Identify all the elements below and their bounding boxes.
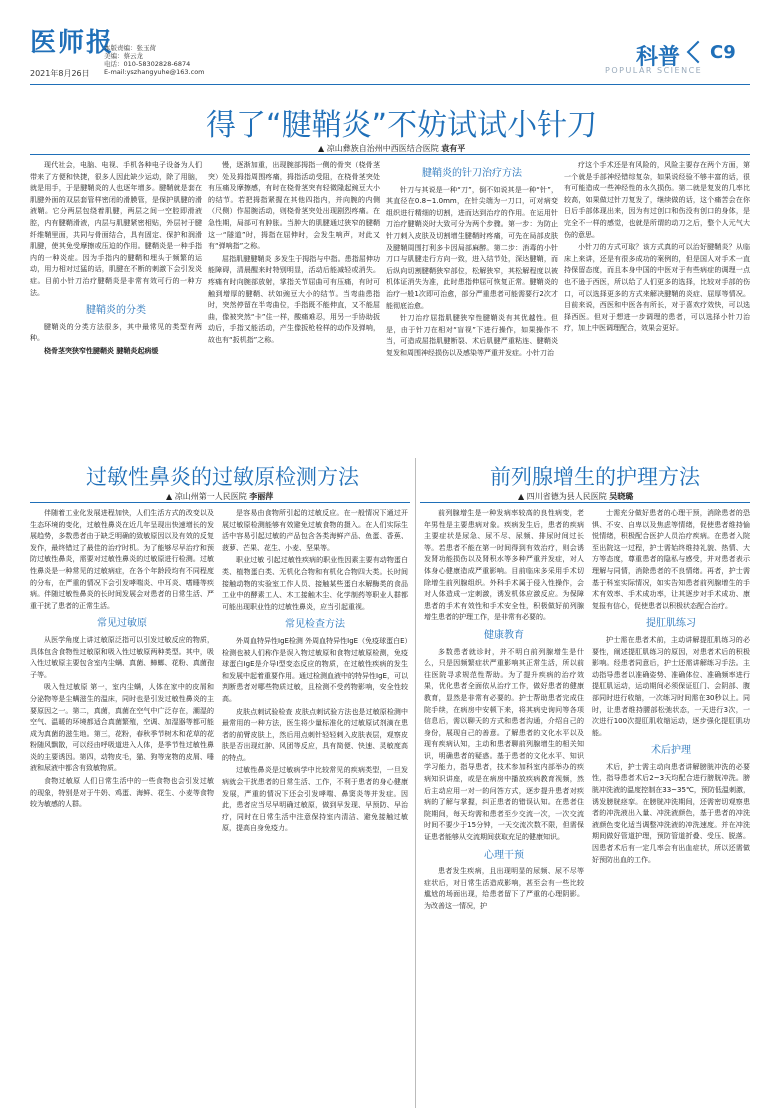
- editor-info: [104, 44, 205, 76]
- paragraph: 皮肤点刺试验检查 皮肤点刺试验方法也是过敏原检测中最常用的一种方法，医生将少量标准化的过敏原试剂滴在患者的前臂皮肤上，然后用点刺针轻轻刺入皮肤表层，观察皮肤是否出现红肿、风团等反应，具有简便、快速、灵敏度高的特点。: [222, 707, 408, 762]
- subheading: 腱鞘炎的分类: [86, 305, 146, 317]
- paragraph: 术后，护士需主动向患者讲解膀胱冲洗的必要性，指导患者术后2~3天均配合进行膀胱冲洗。膀胱冲洗液的温度控制在33~35℃，预防低温刺激，诱发膀胱痉挛。在膀胱冲洗期间，还需密切观察患者的冲洗液出入量、冲洗液颜色，基于患者的冲洗液颜色变化适当调整冲洗液的冲洗速度。并在冲洗期间做好管道护理，预防管道折叠、受压、脱落。因患者术后有一定几率会有出血症状，所以还需做好预防出血的工作。: [592, 762, 750, 864]
- designer-line: 美编：蔡云龙: [104, 52, 143, 60]
- masthead: [0, 0, 780, 86]
- paragraph: 慢，逐渐加重，出现腕部拇指一侧的骨突（桡骨茎突）处及拇指周围疼痛，拇指活动受阻，在桡骨茎突处有压痛及摩擦感，有时在桡骨茎突有轻微隆起豌豆大小的结节。若把拇指紧握在其他四指内，并向腕的内侧（尺侧）作屈腕活动，则桡骨茎突处出现剧烈疼痛。在急性期，局部可有肿胀。当肿大的肌腱通过狭窄的腱鞘这一“隧道”时，拇指在屈伸时，会发生响声，对此又有“弹响指”之称。: [208, 161, 380, 251]
- paragraph: 伴随着工业化发展进程加快，人们生活方式的改变以及生态环境的变化，过敏性鼻炎在近几年呈现出快速增长的发展趋势，多数患者由于缺乏明确的致敏原因以及有效的反复发作，最终错过了最佳的治疗时机。为了能够尽早治疗和预防过敏性鼻炎，需要对过敏性鼻炎的过敏原进行检测。过敏性鼻炎是一种常见的过敏病症，在各个年龄段均有不同程度的分布，在严重的情况下会引发哮喘炎、中耳炎、嗜睡等疾病。伴随过敏性鼻炎的长时间发展会对患者的日常生活、严重干扰了患者的正常生活。: [30, 509, 214, 610]
- article-2-rule: [30, 502, 410, 503]
- paragraph: 多数患者就诊时，并不明白前列腺增生是什么，只是因频繁症状严重影响其正常生活，所以前往医院寻求规范性帮助。为了提升疾病的治疗效果，优化患者全面依从治疗工作，做好患者的健康教育，显然是非常有必要的。护士帮助患者完成住院手续，在病房中安顿下来，将其病史询问等各项信息后，需以聊天的方式和患者沟通，介绍自己的身份，展现自己的善意。了解患者的文化水平以及现有疾病认知，主动和患者聊前列腺增生的相关知识，明确患者的疑惑。基于患者的文化水平、知识学习能力，指导患者，技术参加科室内部举办的疾病知识讲座，或是在病房中播放疾病教育视频，然后主动应用一对一的问答方式，逐步提升患者对疾病的了解与掌握，纠正患者的错误认知。在患者住院期间，每天均需和患者至少交流一次，一次交流时间不要少于15分钟，一天交流次数不限，但需保证患者能够从交流期间获取充足的健康知识。: [424, 647, 584, 842]
- subheading: 腱鞘炎的针刀治疗方法: [422, 168, 522, 179]
- header-divider: [30, 84, 750, 85]
- paragraph: 现代社会，电脑、电视、手机各种电子设备为人们带来了方便和快捷，很多人因此缺少运动，除了用脑，就是用手，于是腱鞘炎的人也逐年增多。腱鞘就是套在肌腱外面的双层套管样密闭的滑膜管，是保护肌腱的滑液鞘。它分两层包绕着肌腱，两层之间一空腔即滑液腔，内有腱鞘滑液，内层与肌腱紧密相贴，外层衬于腱纤维鞘里面，共同与骨面结合，具有固定、保护和润滑肌腱，使其免受摩擦或压迫的作用。腱鞘炎是一种手指内的一种炎症。因为手指内的腱鞘和埋头于频繁的运动，用力相对过猛的话，肌腱在不断的刺激下会引发炎症。目前小针刀治疗腱鞘炎是非常有效可行的一种方法。: [30, 161, 202, 297]
- paragraph: 士需充分做好患者的心理干预，消除患者的恐惧、不安、自卑以及焦虑等情绪，促使患者维持愉悦情绪，积极配合医护人员治疗疾病。在患者入院至出院这一过程，护士需始终维持礼貌、热情、大方等态度，尊重患者的隐私与感受，并对患者表示理解与同情，消除患者的不良情绪。再者，护士需基于科室实际情况，如实告知患者前列腺增生的手术有效率、手术成功率，让其逐步对手术成功、康复报有信心，促使患者以积极状态配合治疗。: [592, 509, 750, 610]
- article-3-col-2: [592, 508, 750, 1108]
- article-1-col-1: [30, 160, 202, 440]
- paragraph: 食物过敏原 人们日常生活中的一些食物也会引发过敏的现象，特别是对于牛奶、鸡蛋、海鲜、花生、小麦等食物较为敏感的人群。: [30, 777, 214, 809]
- subheading: 心理干预: [484, 849, 524, 861]
- article-3-author: 吴晓璐: [609, 492, 634, 501]
- paragraph: 屈指肌腱腱鞘炎 多发生于拇指与中指。患指屈伸功能障碍，清晨醒来时特别明显，活动后能减轻或消失。疼痛有时向腕部放射，掌指关节屈曲可有压痛，有时可触到增厚的腱鞘、状如豌豆大小的结节。当弯曲患指时，突然停留在半弯曲位，手指既不能伸直，又不能屈曲，像被突然“卡”住一样，酸痛难忍，用另一手协助扳动后，手指又能活动，产生像扳枪栓样的动作及弹响，故也有“扳机指”之称。: [208, 254, 380, 344]
- paragraph: 针刀治疗屈指肌腱狭窄性腱鞘炎有其优越性。但是，由于针刀在相对“盲视”下进行操作，如果操作不当，可造成屈指肌腱断裂、术后肌腱严重粘连、腱鞘炎复发和周围神经损伤以及感染等严重并发症。小针刀治: [386, 314, 558, 357]
- subheading: 健康教育: [484, 629, 524, 641]
- article-1-col-3: [386, 160, 558, 440]
- article-1-col-2: [208, 160, 380, 440]
- paragraph: 从医学角度上讲过敏原泛指可以引发过敏反应的物质，具体包含食物性过敏原和吸入性过敏原两种类型。其中，吸入性过敏原主要包含室内尘螨、真菌、蟑螂、花粉、真菌孢子等。: [30, 635, 214, 679]
- article-1-byline: [318, 143, 465, 154]
- section-title: 科普: [636, 45, 681, 70]
- article-3-byline: [518, 491, 633, 502]
- paragraph: 针刀与其说是一种“刀”，倒不如说其是一种“针”，其直径在0.8~1.0mm，在针尖端为一刀口，可对病变组织进行精细的切割，进而达到治疗的作用。在运用针刀治疗腱鞘炎时大致可分为两个步骤。第一步：为防止针刀刺入皮肤及切割增生腱鞘时疼痛，可先在局部皮肤及腱鞘周围打利多卡因局部麻醉。第二步：消毒的小针刀口与肌腱走行方向一致，进入结节处，深达腱鞘，而后纵向切割腱鞘狭窄部位，松解狭窄，其松解程度以被机体证消失为准，此时患指伸屈可恢复正常。腱鞘炎的治疗一般1次即可治愈，部分严重患者可能需要行2次才能彻底治愈。: [386, 185, 558, 310]
- paragraph: 吸入性过敏原 第一，室内尘螨，人体在家中的皮屑和分泌物等是尘螨滋生的温床，同时也是引发过敏性鼻炎的主要原因之一。第二，真菌，真菌在空气中广泛存在，潮湿的空气、温暖的环境都适合真菌繁殖，空调、加湿器等都可能成为真菌的滋生地。第三，花粉，春秋季节树木和花草的花粉随风飘散，可以经由呼吸道进入人体，是季节性过敏性鼻炎的主要诱因。第四，动物皮毛，猫、狗等宠物的皮屑、唾液和尿液中都含有致敏物质。: [30, 683, 214, 773]
- paragraph: 外周血特异性IgE检测 外周血特异性IgE（免疫球蛋白E）检测也被人们称作是误入物过敏原和食物过敏原检测，免疫球蛋白IgE是介导Ⅰ型变态反应的物质，在过敏性疾病的发生和发展中起着重要作用。通过检测血液中的特异性IgE，可以判断患者对哪些物质过敏，且检测不受药物影响，安全性较高。: [222, 636, 408, 703]
- article-3-rule: [420, 502, 750, 503]
- page-number: C9: [710, 42, 736, 63]
- article-3-title: 前列腺增生的护理方法: [490, 465, 700, 489]
- paragraph: 过敏性鼻炎是过敏病学中比较常见的疾病类型，一旦发病就会干扰患者的日常生活、工作，不利于患者的身心健康发展，严重的情况下还会引发哮喘、鼻窦炎等并发症。因此，患者应当尽早明确过敏原，做到早发现、早预防、早治疗，同时在日常生活中注意保持室内清洁、避免接触过敏原，提高自身免疫力。: [222, 766, 408, 833]
- article-2-byline: [166, 491, 273, 502]
- paragraph: 患者发生疾病，且出现明显的尿频、尿不尽等症状后，对日常生活造成影响，甚至会有一些比较尴尬的场面出现，给患者留下了严重的心理阴影。为改善这一情况，护: [424, 867, 584, 910]
- section-subtitle: POPULAR SCIENCE: [605, 66, 703, 75]
- paragraph: 桡骨茎突狭窄性腱鞘炎 腱鞘炎起病缓: [44, 346, 159, 355]
- article-3-col-1: [424, 508, 584, 1108]
- article-1-rule: [30, 154, 750, 155]
- phone-line: 电话：010-58302828-6874: [104, 60, 191, 68]
- article-1-title: 得了“腱鞘炎”不妨试试小针刀: [206, 108, 598, 143]
- article-2-col-2: [222, 508, 408, 1108]
- column-divider: [415, 458, 416, 1108]
- chevron-left-icon: [687, 41, 710, 64]
- article-1-col-4: [564, 160, 750, 440]
- article-2-author: 李丽萍: [249, 492, 274, 501]
- article-1-affiliation: ▲ 凉山彝族自治州中西医结合医院: [318, 144, 442, 153]
- paragraph: 腱鞘炎的分类方法很多，其中最常见的类型有两种。: [30, 322, 202, 343]
- paragraph: 职业过敏 引起过敏性疾病的职业性因素主要有动物蛋白类、植物蛋白类、无机化合物和有机化合物四大类。长时间接触动物的实验室工作人员、接触某些蛋白水解酶类的食品工业中的酵素工人、木工接触木尘、化学制药等职业人群都可能出现职业性的过敏性鼻炎，应当引起重视。: [222, 556, 408, 611]
- issue-date: 2021年8月26日: [30, 69, 90, 78]
- subheading: 常见过敏原: [97, 618, 147, 630]
- article-3-affiliation: ▲ 四川省德为县人民医院: [518, 492, 610, 501]
- subheading: 提肛肌练习: [646, 618, 696, 630]
- paragraph: 是容易由食物所引起的过敏反应。在一般情况下通过开展过敏原检测能够有效避免过敏食物的摄入。在人们实际生活中容易引起过敏的产品包含各类海鲜产品、鱼蛋、香蕉、菠萝、芒果、花生、小麦、坚果等。: [222, 509, 408, 552]
- article-1-author: 袁有平: [441, 144, 466, 153]
- article-2-affiliation: ▲ 凉山州第一人民医院: [166, 492, 250, 501]
- article-2-title: 过敏性鼻炎的过敏原检测方法: [86, 465, 359, 489]
- subheading: 常见检查方法: [285, 619, 345, 631]
- newspaper-logo: 医师报: [30, 28, 115, 58]
- article-2-col-1: [30, 508, 214, 1108]
- email-line: E-mail:yszhangyuhe@163.com: [104, 68, 205, 76]
- paragraph: 疗这个手术还是有风险的，风险主要存在两个方面，第一个就是手部神经错综复杂，如果说经验不够丰富的话，很有可能造成一些神经性的永久损伤。第二就是复发的几率比较高，如果做过针刀复发了，继续做的话，这个痛苦会在你日后手部体现出来，因为有过创口和伤没有创口的身体，是完全不一样的感觉，也就是所谓的动刀之后，整个人元气大伤的意思。: [564, 161, 750, 239]
- paragraph: 前列腺增生是一种发病率较高的良性病变，老年男性是主要患病对象。疾病发生后，患者的疾病主要症状是尿急、尿不尽、尿频、排尿时间过长等。若患者不能在第一时间得到有效治疗，则会诱发肾功能损伤以及肾积水等多种严重并发症，对人体身心健康造成严重影响。目前临床多采用手术切除增生前列腺组织。外科手术属于侵入性操作，会对人体造成一定刺激，诱发机体应激反应。为保障患者的手术有效性和手术安全性，积极做好前列腺增生患者的护理工作，是非常有必要的。: [424, 509, 584, 622]
- paragraph: 护士需在患者术前，主动讲解提肛肌练习的必要性，阐述提肛肌练习的原因，对患者术后的积极影响。经患者同意后，护士还需讲解练习手法。主动指导患者以准确姿势、准确体位、准确频率进行提肛肌运动，运动期间必须保证肛门、会阴部、腹部同时进行收缩，一次练习时间需在30秒以上。同时，让患者维持腰部松弛状态，一天进行3次，一次进行100次提肛肌收缩运动，逐步强化提肛肌功能。: [592, 635, 750, 737]
- paragraph: 小针刀的方式可取？该方式真的可以治好腱鞘炎？从临床上来讲，还是有很多成功的案例的，但是国人对手术一直持保留态度，而且本身中国的中医对于有些病症的调理一点也不逊于西医，所以给了人们更多的选择，比较对手部的伤口，可以选择更多的方式来解决腱鞘的炎症、屈厚等情况。目前来说，西医和中医各有所长，对于喜欢疗效快，可以选择西医。但对于想进一步调理的患者，可以选择小针刀治疗，加上中医调理配合，效果会更好。: [564, 243, 750, 333]
- editor-line: 本版责编：张玉荷: [104, 44, 156, 52]
- subheading: 术后护理: [651, 745, 691, 757]
